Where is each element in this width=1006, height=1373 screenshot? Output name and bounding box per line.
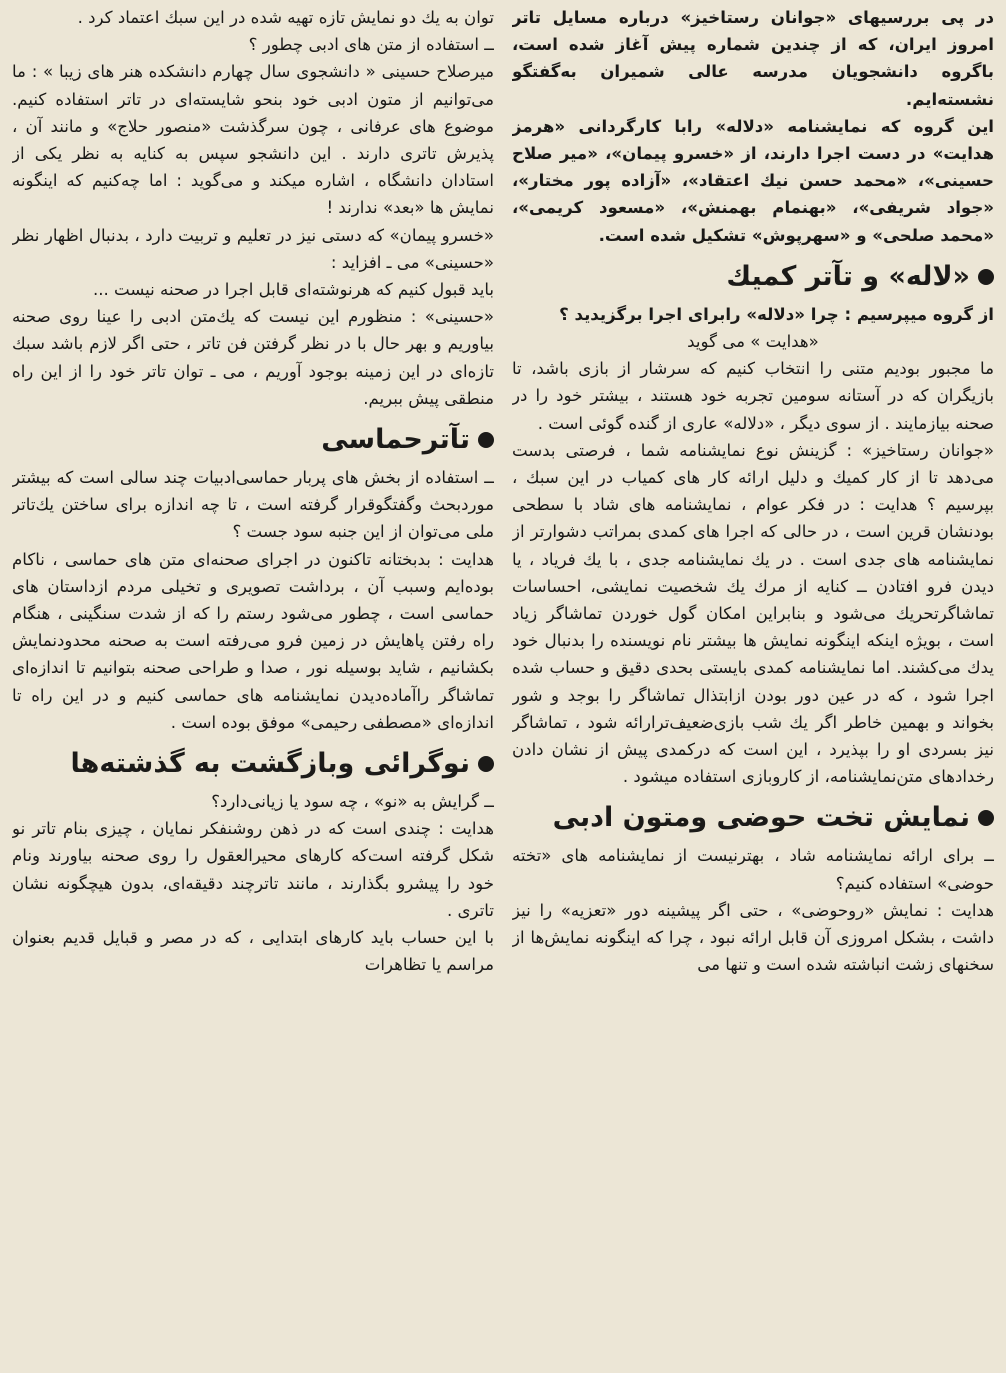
paragraph: «هدایت » می گوید [687, 332, 819, 352]
paragraph: «حسینی» : منظورم این نیست که یك‌متن ادبی را عینا روی صحنه بیاوریم و بهر حال با در نظر گرفتن فن تاتر ، حتی اگر لازم باشد سبك تازه‌ای در این زمینه بوجود آوریم ، می ـ توان تاتر خود را از این راه منطقی پیش ببریم. [12, 307, 494, 408]
section-heading [512, 794, 994, 842]
paragraph: ــ استفاده از متن های ادبی چطور ؟ [248, 35, 494, 55]
section-title: نوگرائی وبازگشت به گذشته‌ها [70, 748, 470, 780]
paragraph: از گروه میپرسیم : چرا «دلاله» رابرای اجرا برگزیدید ؟ [559, 304, 994, 324]
section-title: نمایش تخت حوضی ومتون ادبی [552, 802, 970, 834]
section-title: تآترحماسی [321, 424, 470, 456]
left-column [12, 4, 494, 1373]
paragraph: باید قبول کنیم که هرنوشته‌ای قابل اجرا در صحنه نیست ... [92, 280, 494, 300]
bullet-icon [978, 269, 994, 285]
intro-paragraph: این گروه که نمایشنامه «دلاله» رابا کارگردانی «هرمز هدایت» در دست اجرا دارند، از «خسرو پیمان»، «میر صلاح حسینی»، «محمد حسن نیك اعتقاد»، «آزاده پور مختار»، «جواد شریفی»، «بهنمام بهمنش»، «مسعود کریمی»، «محمد صلحی» و «سهرپوش» تشکیل شده است. [512, 116, 994, 245]
section-heading [12, 740, 494, 788]
paragraph: با این حساب باید کارهای ابتدایی ، که در مصر و قبایل قدیم بعنوان مراسم یا تظاهرات [12, 928, 494, 975]
paragraph: ــ استفاده از بخش های پربار حماسی‌ادبیات چند سالی است که بیشتر موردبحث وگفتگوقرار گرفته است ، تا چه اندازه برای ساختن یك‌تاتر ملی می‌توان از این جنبه سود جست ؟ [12, 468, 494, 542]
paragraph: هدایت : بدبختانه تاکنون در اجرای صحنه‌ای متن های حماسی ، ناکام بوده‌ایم وسبب آن ، برداشت تصویری و تخیلی مردم ازداستان های حماسی است ، چطور می‌شود رستم را که از شدت سنگینی ، هنگام راه رفتن پاهایش در زمین فرو می‌رفته است به صحنه محدودنمایش بکشانیم ، شاید بوسیله نور ، صدا و طراحی صحنه بتوانیم تا اندازه‌ای تماشاگر راآماده‌دیدن نمایشنامه های حماسی کنیم و در این راه تا اندازه‌ای «مصطفی رحیمی» موفق بوده است . [12, 549, 494, 732]
section-title: «لاله» و تآتر کمیك [726, 260, 970, 292]
right-column [512, 4, 994, 1373]
section-heading [512, 253, 994, 301]
bullet-icon [978, 810, 994, 826]
section-heading [12, 416, 494, 464]
paragraph: توان به یك دو نمایش تازه تهیه شده در این سبك اعتماد کرد . [77, 8, 494, 27]
bullet-icon [478, 432, 494, 448]
paragraph: «جوانان رستاخیز» : گزینش نوع نمایشنامه شما ، فرصتی بدست می‌دهد تا از کار کمیك و دلیل ارائه کار های کمیاب در این سبك ، بپرسیم ؟ هدایت : در فکر عوام ، نمایشنامه های شاد با سطحی بودنشان قرین است ، در حالی که اجرا های کمدی بمراتب دشوارتر از نمایشنامه های جدی است . در یك نمایشنامه جدی ، با یك فریاد ، یا دیدن فرو افتادن ــ کنایه از مرك یك شخصیت نمایشی، احساسات تماشاگرتحریك می‌شود و بنابراین امکان گول خوردن تماشاگر زیاد است ، بویژه اینکه اینگونه نمایش ها بیشتر نام نویسنده را بدنبال خود یدك می‌کشند. اما نمایشنامه کمدی بایستی بحدی دقیق و حساب شده اجرا شود ، که در عین دور بودن ازابتذال تماشاگر را بوجد و شور بخواند و بهمین خاطر اگر یك شب بازی‌ضعیف‌ترارائه شود ، تماشاگر نیز بسردی او را بپذیرد ، این است که درکمدی پیش از نشان دادن رخدادهای متن‌نمایشنامه، از کاروبازی استفاده میشود . [512, 440, 994, 787]
bullet-icon [478, 756, 494, 772]
paragraph: هدایت : نمایش «روحوضی» ، حتی اگر پیشینه دور «تعزیه» را نیز داشت ، بشکل امروزی آن قابل ارائه نبود ، چرا که اینگونه نمایش‌ها از سخنهای زشت انباشته شده است و تنها می [512, 900, 994, 975]
paragraph: ــ برای ارائه نمایشنامه شاد ، بهترنیست از نمایشنامه های «تخته حوضی» استفاده کنیم؟ [512, 846, 994, 893]
intro-paragraph: در پی بررسیهای «جوانان رستاخیز» درباره مسایل تاتر امروز ایران، که از چندین شماره پیش آغاز شده است، باگروه دانشجویان مدرسه عالی شمیران به‌گفتگو نشسته‌ایم. [512, 8, 994, 109]
paragraph: ــ گرایش به «نو» ، چه سود یا زیانی‌دارد؟ [211, 792, 494, 812]
paragraph: ما مجبور بودیم متنی را انتخاب کنیم که سرشار از بازی باشد، تا بازیگران که در آستانه سومین تجربه خود هستند ، بیشتر خود را در صحنه بیازمایند . از سوی دیگر ، «دلاله» عاری از گنده گوئی است . [512, 359, 994, 433]
paragraph: هدایت : چندی است که در ذهن روشنفکر نمایان ، چیزی بنام تاتر نو شکل گرفته است‌که کارهای محیرالعقول را روی صحنه بیاورند ونام خود را پیشرو بگذارند ، مانند تاترچند دقیقه‌ای، بدون هیچگونه نشان تاتری . [12, 819, 494, 920]
paragraph: «خسرو پیمان» که دستی نیز در تعلیم و تربیت دارد ، بدنبال اظهار نظر «حسینی» می ـ افزاید : [12, 225, 494, 272]
paragraph: میرصلاح حسینی « دانشجوی سال چهارم دانشکده هنر های زیبا » : ما می‌توانیم از متون ادبی خود بنحو شایسته‌ای در تاتر استفاده کنیم. موضوع های عرفانی ، چون سرگذشت «منصور حلاج» و مانند آن ، پذیرش تاتری دارند . این دانشجو سپس به کنایه به نظر یکی از استادان دانشگاه ، اشاره میکند و می‌گوید : اما چه‌کنیم که اینگونه نمایش ها «بعد» ندارند ! [12, 62, 494, 218]
